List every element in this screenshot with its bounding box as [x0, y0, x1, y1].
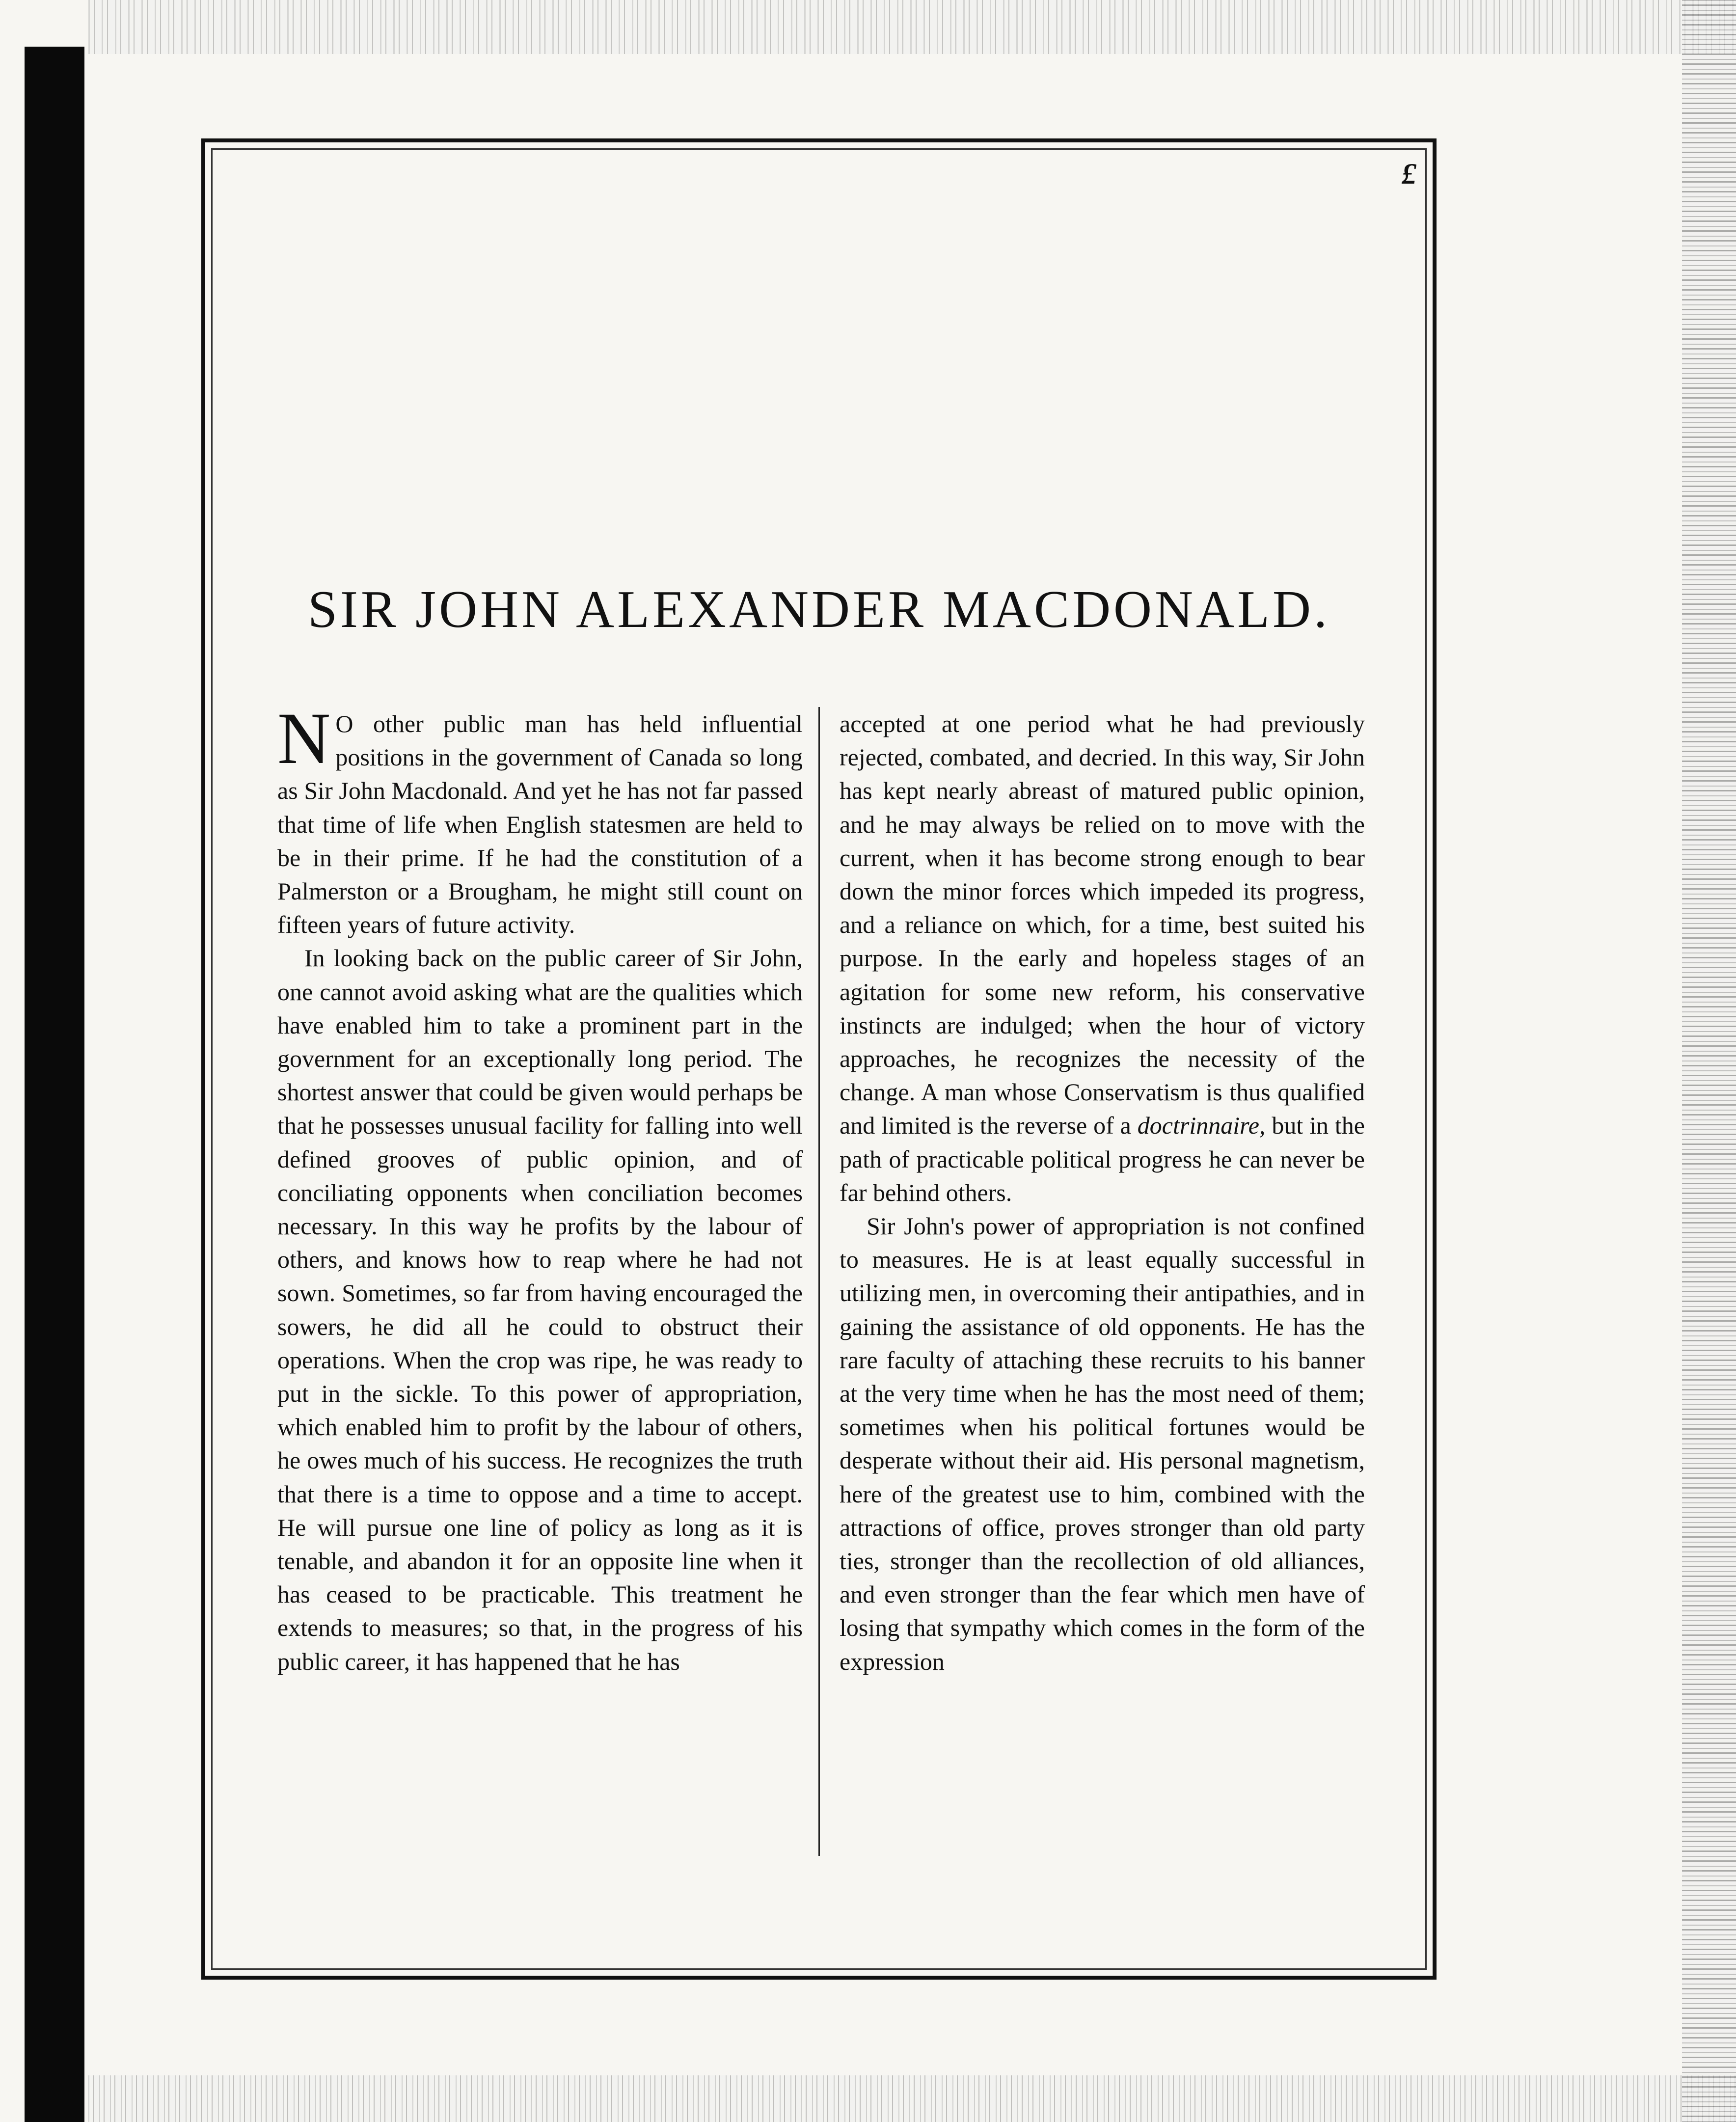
- scan-noise-bottom: [88, 2075, 1736, 2122]
- drop-cap: N: [277, 698, 331, 779]
- article-column-right: [840, 707, 1365, 1678]
- paragraph-4: Sir John's power of appropriation is not confined to measures. He is at least equally successful in utilizing men, in overcoming their antipathies, and in gaining the assistance of old opponents. He has the rare faculty of attaching these recruits to his banner at the very time when he has the most need of them; sometimes when his political fortunes would be desperate without their aid. His personal magnetism, here of the greatest use to him, combined with the attractions of office, proves stronger than old party ties, stronger than the recollection of old alliances, and even stronger than the fear which men have of losing that sympathy which comes in the form of the expression: [840, 1212, 1365, 1675]
- page-title: SIR JOHN ALEXANDER MACDONALD.: [307, 580, 1330, 639]
- scan-noise-right: [1682, 0, 1736, 2122]
- column-divider: [818, 707, 820, 1856]
- paragraph-3: [840, 707, 1365, 1209]
- italic-term: doctrinnaire,: [1137, 1112, 1266, 1140]
- paragraph-1: [277, 698, 803, 941]
- paragraph-3-text-b: but in the path of practicable political progress he can never be far behind others.: [840, 1112, 1365, 1206]
- paragraph-3-text-a: accepted at one period what he had previously rejected, combated, and decried. In this way, Sir John has kept nearly abreast of matured public opinion, and he may always be relied on to move with the current, when it has become strong enough to bear down the minor forces which impeded its progress, and a reliance on which, for a time, best suited his purpose. In the early and hopeless stages of an agitation for some new reform, his conservative instincts are indulged; when the hour of victory approaches, he recognizes the necessity of the change. A man whose Conservatism is thus qualified and limited is the reverse of a: [840, 710, 1365, 1140]
- paragraph-1-text: O other public man has held influential positions in the government of Canada so long as Sir John Macdonald. And yet he has not far passed that time of life when English statesmen are held to be in their prime. If he had the constitution of a Palmerston or a Brougham, he might still count on fifteen years of future activity.: [277, 710, 803, 939]
- scan-edge-bar: [25, 47, 84, 2122]
- page-folio-mark: £: [1402, 158, 1416, 190]
- paragraph-2: In looking back on the public career of Sir John, one cannot avoid asking what are the qualities which have enabled him to take a prominent part in the government for an exceptionally long period. The shortest answer that could be given would perhaps be that he possesses unusual facility for falling into well defined grooves of public opinion, and of conciliating opponents when conciliation becomes necessary. In this way he profits by the labour of others, and knows how to reap where he had not sown. Sometimes, so far from having encouraged the sowers, he did all he could to obstruct their operations. When the crop was ripe, he was ready to put in the sickle. To this power of appropriation, which enabled him to profit by the labour of others, he owes much of his success. He recognizes the truth that there is a time to oppose and a time to accept. He will pursue one line of policy as long as it is tenable, and abandon it for an opposite line when it has ceased to be practicable. This treatment he extends to measures; so that, in the progress of his public career, it has happened that he has: [277, 944, 803, 1675]
- article-column-left: [277, 698, 803, 1678]
- scan-noise-top: [88, 0, 1736, 54]
